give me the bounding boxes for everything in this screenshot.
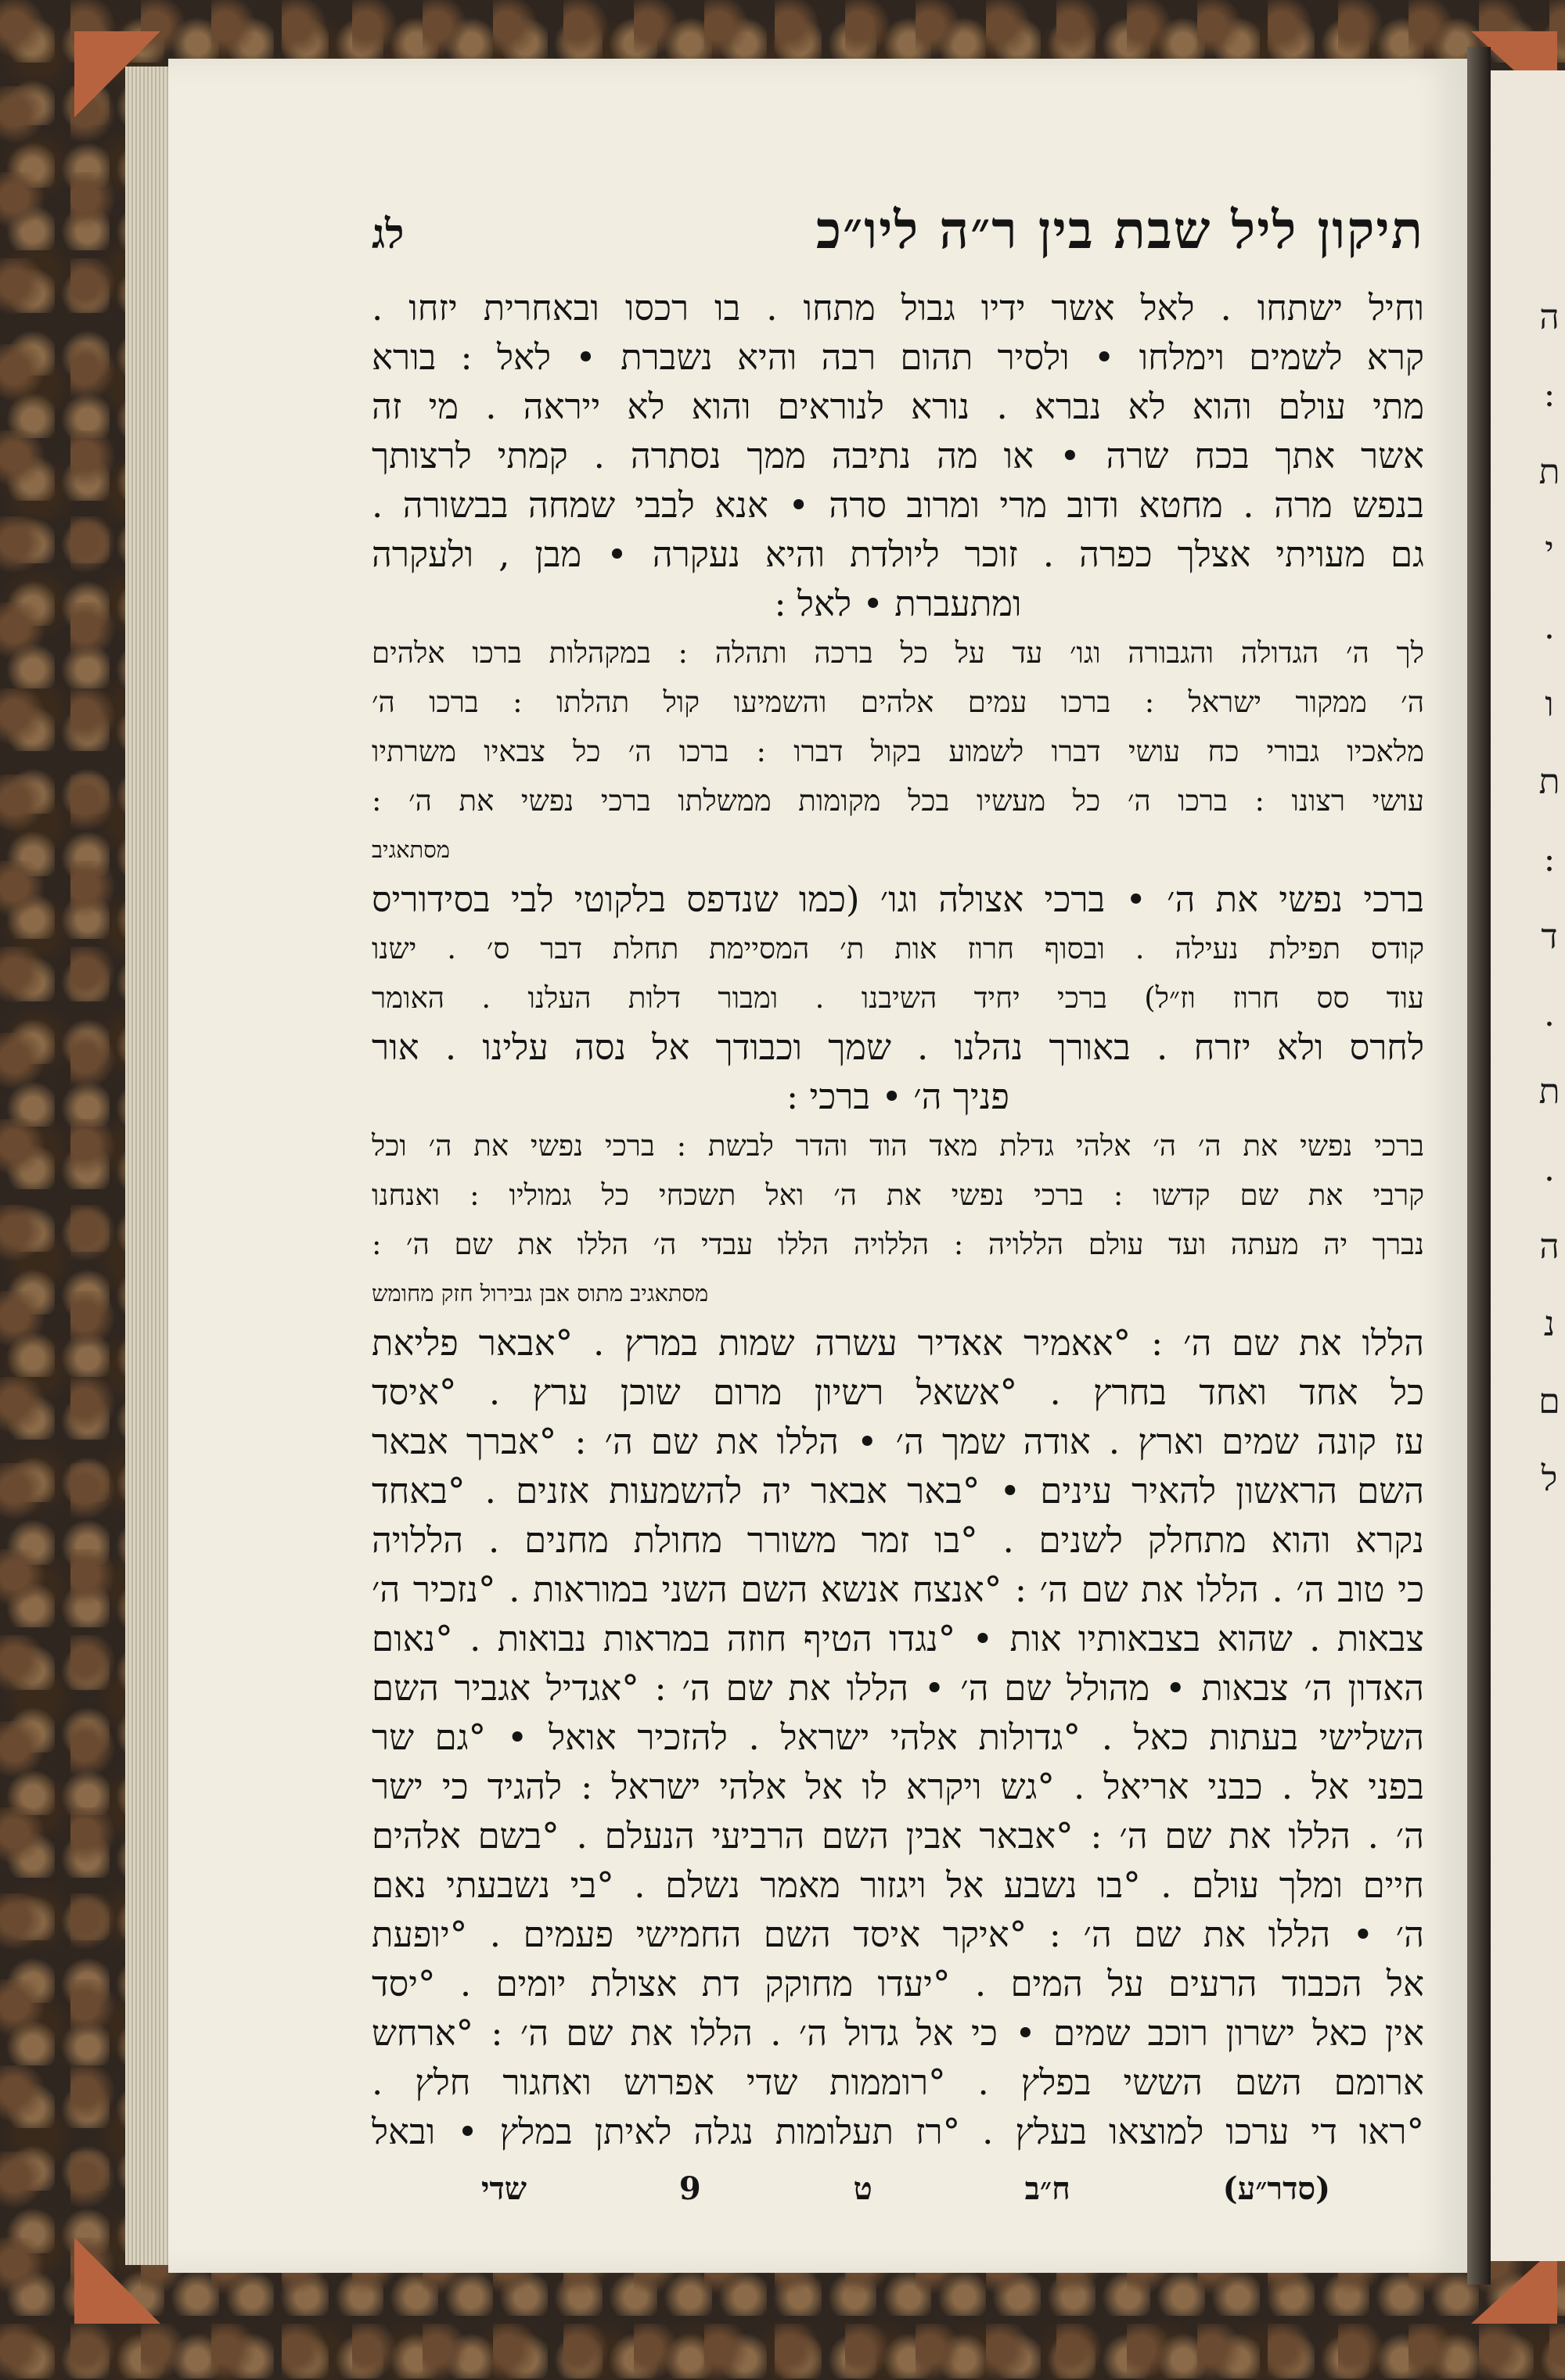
text-line: אין כאל ישרון רוכב שמים • כי אל גדול ה׳ . הללו את שם ה׳ : °ארחש bbox=[372, 2012, 1424, 2054]
page-number: לג bbox=[372, 210, 405, 258]
text-line: לך ה׳ הגדולה והגבורה וגו׳ עד על כל ברכה ותהלה : במקהלות ברכו אלהים bbox=[372, 636, 1424, 670]
facing-page-letter: . bbox=[1544, 994, 1555, 1034]
text-line: מסתאגיב bbox=[372, 836, 450, 863]
text-line: קרא לשמים וימלחו • ולסיר תהום רבה והיא נשברת • לאל : בורא bbox=[372, 336, 1424, 378]
footer-series: (סדר״ע) bbox=[1222, 2170, 1330, 2207]
facing-page-letter: : bbox=[1543, 839, 1556, 879]
text-line: חיים ומלך עולם . °בו נשבע אל ויגזור מאמר נשלם . °בי נשבעתי נאם bbox=[372, 1864, 1424, 1906]
text-line: בפני אל . כבני אריאל . °גש ויקרא לו אל אלהי ישראל : להגיד כי ישר bbox=[372, 1766, 1424, 1807]
text-line: מלאכיו גבורי כח עושי דברו לשמוע בקול דברו : ברכו ה׳ כל צבאיו משרתיו bbox=[372, 735, 1424, 768]
facing-page-letter: : bbox=[1543, 375, 1556, 415]
page-title: תיקון ליל שבת בין ר״ה ליו״כ bbox=[815, 200, 1424, 261]
facing-page-letter: . bbox=[1544, 1149, 1555, 1189]
text-line: וחיל ישתחו . לאל אשר ידיו גבול מתחו . בו רכסו ובאחרית יזחו . bbox=[372, 287, 1424, 329]
facing-page-letter: ת bbox=[1538, 762, 1560, 802]
text-line: ברכי נפשי את ה׳ ה׳ אלהי גדלת מאד הוד והדר לבשת : ברכי נפשי את ה׳ וכל bbox=[372, 1129, 1424, 1163]
text-line: מתי עולם והוא לא נברא . נורא לנוראים והוא לא ייראה . מי זה bbox=[372, 386, 1424, 427]
book-gutter bbox=[1467, 47, 1491, 2285]
text-line: נברך יה מעתה ועד עולם הללויה : הללויה הללו עבדי ה׳ הללו את שם ה׳ : bbox=[372, 1228, 1424, 1261]
facing-page-letter: ה bbox=[1539, 1227, 1560, 1267]
text-line: צבאות . שהוא בצבאותיו אות • °נגדו הטיף חוזה במראות נבואות . °נאום bbox=[372, 1618, 1424, 1659]
facing-page-letter: . bbox=[1544, 607, 1555, 647]
text-line: בנפש מרה . מחטא ודוב מרי ומרוב סרה • אנא לבבי שמחה בבשורה . bbox=[372, 484, 1424, 526]
text-line: עושי רצונו : ברכו ה׳ כל מעשיו בכל מקומות ממשלתו ברכי נפשי את ה׳ : bbox=[372, 784, 1424, 818]
text-line: פניך ה׳ • ברכי : bbox=[786, 1076, 1009, 1117]
footer-volume: ח״ב bbox=[1024, 2170, 1070, 2207]
text-line: ה׳ ממקור ישראל : ברכו עמים אלהים והשמיעו קול תהלתו : ברכו ה׳ bbox=[372, 685, 1424, 719]
text-line: כי טוב ה׳ . הללו את שם ה׳ : °אנצח אנשא השם השני במוראות . °נזכיר ה׳ bbox=[372, 1569, 1424, 1610]
text-line: קודס תפילת נעילה . ובסוף חרוז אות ת׳ המסיימת תחלת דבר ס׳ . ישנו bbox=[372, 932, 1424, 965]
facing-page-letter: ד bbox=[1541, 917, 1558, 957]
facing-page-letter: ל bbox=[1541, 1459, 1558, 1499]
text-line: קרבי את שם קדשו : ברכי נפשי את ה׳ ואל תשכחי כל גמוליו : ואנחנו bbox=[372, 1178, 1424, 1212]
text-line: ברכי נפשי את ה׳ • ברכי אצולה וגו׳ (כמו שנדפס בלקוטי לבי בסידוריס bbox=[372, 879, 1424, 920]
facing-page-letter: י bbox=[1545, 530, 1554, 570]
text-line: עוד סס חרוז וז״ל) ברכי יחיד השיבנו . ומבור דלות העלנו . האומר bbox=[372, 981, 1424, 1015]
facing-page-fragments bbox=[1534, 297, 1565, 1499]
text-line: אל הכבוד הרעים על המים . °יעדו מחוקק דת אצולת יומים . °יסד bbox=[372, 1963, 1424, 2004]
text-body bbox=[372, 283, 1424, 2156]
text-line: גם מעויתי אצלך כפרה . זוכר ליולדת והיא נעקרה • מבן , ולעקרה bbox=[372, 534, 1424, 575]
footer-signature-letter: ט bbox=[853, 2170, 872, 2207]
text-line: נקרא והוא מתחלק לשנים . °בו זמר משורר מחולת מחנים . הללויה bbox=[372, 1519, 1424, 1561]
facing-page-letter: ם bbox=[1538, 1382, 1560, 1422]
text-line: ה׳ • הללו את שם ה׳ : °איקר איסד השם החמישי פעמים . °יופעת bbox=[372, 1914, 1424, 1955]
text-line: כל אחד ואחד בחרץ . °אשאל רשיון מרום שוכן ערץ . °איסד bbox=[372, 1372, 1424, 1413]
text-line: אשר אתך בכח שרה • או מה נתיבה ממך נסתרה . קמתי לרצותך bbox=[372, 435, 1424, 476]
footer-signature-number: 9 bbox=[678, 2170, 701, 2207]
page-content bbox=[372, 200, 1424, 2207]
text-line: °ראו די ערכו למוצאו בעלץ . °רז תעלומות נגלה לאיתן במלץ • ובאל bbox=[372, 2111, 1424, 2152]
page-footer bbox=[372, 2170, 1424, 2207]
text-line: לחרס ולא יזרח . באורך נהלנו . שמך וכבודך אל נסה עלינו . אור bbox=[372, 1026, 1424, 1068]
text-line: האדון ה׳ צבאות • מהולל שם ה׳ • הללו את שם ה׳ : °אגדיל אגביר השם bbox=[372, 1667, 1424, 1709]
text-line: עז קונה שמים וארץ . אודה שמך ה׳ • הללו את שם ה׳ : °אברך אבאר bbox=[372, 1421, 1424, 1462]
text-line: ומתעברת • לאל : bbox=[774, 583, 1022, 624]
text-line: ארומם השם הששי בפלץ . °רוממות שדי אפרוש ואחגור חלץ . bbox=[372, 2062, 1424, 2103]
text-line: השלישי בעתות כאל . °גדולות אלהי ישראל . להזכיר אואל • °גם שר bbox=[372, 1717, 1424, 1758]
facing-page-letter: נ bbox=[1543, 1304, 1556, 1344]
running-header bbox=[372, 200, 1424, 261]
text-line: השם הראשון להאיר עינים • °באר אבאר יה להשמעות אזנים . °באחד bbox=[372, 1470, 1424, 1512]
footer-catchword: שדי bbox=[481, 2170, 527, 2207]
facing-page-letter: ו bbox=[1545, 685, 1554, 724]
facing-page-letter: ה bbox=[1539, 297, 1560, 337]
text-line: הללו את שם ה׳ : °אאמיר אאדיר עשרה שמות במרץ . °אבאר פליאת bbox=[372, 1322, 1424, 1364]
page-edges bbox=[125, 67, 172, 2265]
text-line: ה׳ . הללו את שם ה׳ : °אבאר אבין השם הרביעי הנעלם . °בשם אלהים bbox=[372, 1815, 1424, 1857]
facing-page-letter: ת bbox=[1538, 452, 1560, 492]
facing-page-letter: ת bbox=[1538, 1072, 1560, 1112]
text-line: מסתאגיב מתוס אבן גבירול חזק מחומש bbox=[372, 1280, 709, 1307]
